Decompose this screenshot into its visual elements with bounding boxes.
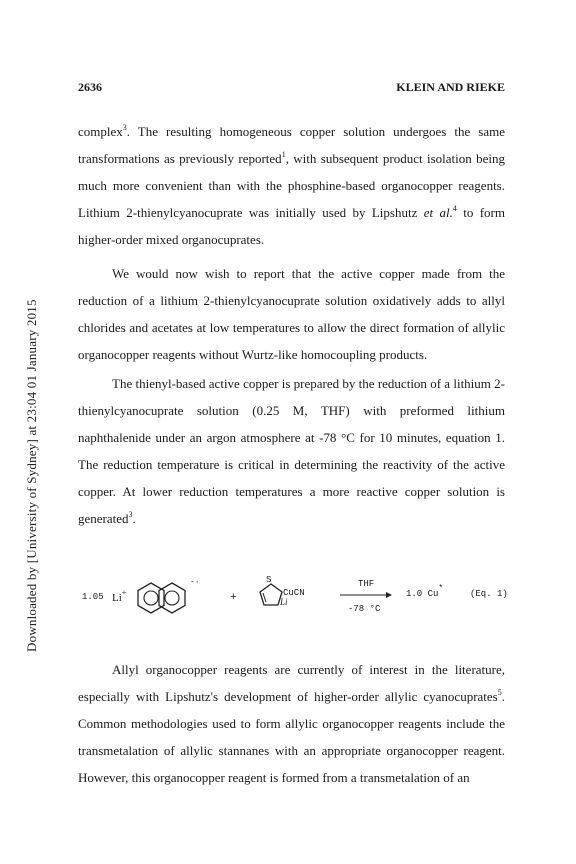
citation-3: 3: [122, 123, 127, 132]
eq-coefficient: 1.05: [82, 592, 104, 602]
reaction-arrow: [340, 591, 392, 599]
download-watermark: Downloaded by [University of Sydney] at 23:04 01 January 2015: [24, 299, 39, 652]
eq-product-mark: *: [438, 584, 444, 593]
p1-text-a: complex: [78, 124, 123, 139]
page-number: 2636: [78, 80, 102, 94]
equation-1: [78, 575, 508, 635]
citation-5: 5: [497, 688, 502, 697]
paragraph-2: [78, 260, 505, 368]
eq-cucn: CuCN: [283, 588, 305, 598]
page-header: [78, 80, 505, 96]
eq-sulfur: S: [266, 575, 272, 585]
eq-radical-anion: -·: [190, 578, 200, 587]
paragraph-4: [78, 656, 505, 791]
eq-label: (Eq. 1): [470, 589, 508, 599]
p1-text-c: , with subsequent product isolation being much more convenient than with the phosphine-based organocopper reagents. Lithium 2-thienylcyanocuprate was initially used by Lipshutz: [78, 151, 505, 220]
eq-lithium: Li+: [112, 588, 127, 604]
eq-product: 1.0 Cu*: [406, 584, 444, 599]
eq-plus: +: [230, 592, 237, 604]
et-al: et al.: [423, 205, 453, 220]
p3-text-b: .: [132, 511, 136, 526]
p4-text-a: Allyl organocopper reagents are currently of interest in the literature, especially with Lipshutz's development of higher-order allylic cyanocuprates: [78, 662, 505, 704]
eq-li-sub: Li: [280, 597, 288, 607]
eq-li-charge: +: [121, 588, 127, 597]
citation-1: 1: [281, 150, 286, 159]
running-head: KLEIN AND RIEKE: [396, 80, 505, 94]
p1-text-d: to form higher-order mixed organocuprates.: [78, 205, 505, 247]
paragraph-3: [78, 370, 505, 532]
p2-text: We would now wish to report that the active copper made from the reduction of a lithium 2-thienylcyanocuprate solution oxidatively adds to allyl chlorides and acetates at low temperatures to allow the direct formation of allylic organocopper reagents without Wurtz-like homocoupling products.: [78, 266, 505, 362]
p1-text-b: . The resulting homogeneous copper solution undergoes the same transformations as previously reported: [78, 124, 505, 166]
p3-text-a: The thienyl-based active copper is prepared by the reduction of a lithium 2-thienylcyanocuprate solution (0.25 M, THF) with preformed lithium naphthalenide under an argon atmosphere at -78 °C for 10 minutes, equation 1. The reduction temperature is critical in determining the reactivity of the active copper. At lower reduction temperatures a more reactive copper solution is generated: [78, 376, 505, 526]
eq-temperature: -78 °C: [348, 604, 381, 614]
citation-3b: 3: [128, 510, 133, 519]
eq-solvent: THF: [358, 579, 375, 589]
p4-text-b: . Common methodologies used to form allylic organocopper reagents include the transmetalation of allylic stannanes with an appropriate organocopper reagent. However, this organocopper reagent is formed from a transmetalation of an: [78, 689, 505, 785]
paragraph-1: [78, 118, 505, 253]
citation-4: 4: [452, 204, 457, 213]
naphthalene-structure: [136, 580, 186, 616]
